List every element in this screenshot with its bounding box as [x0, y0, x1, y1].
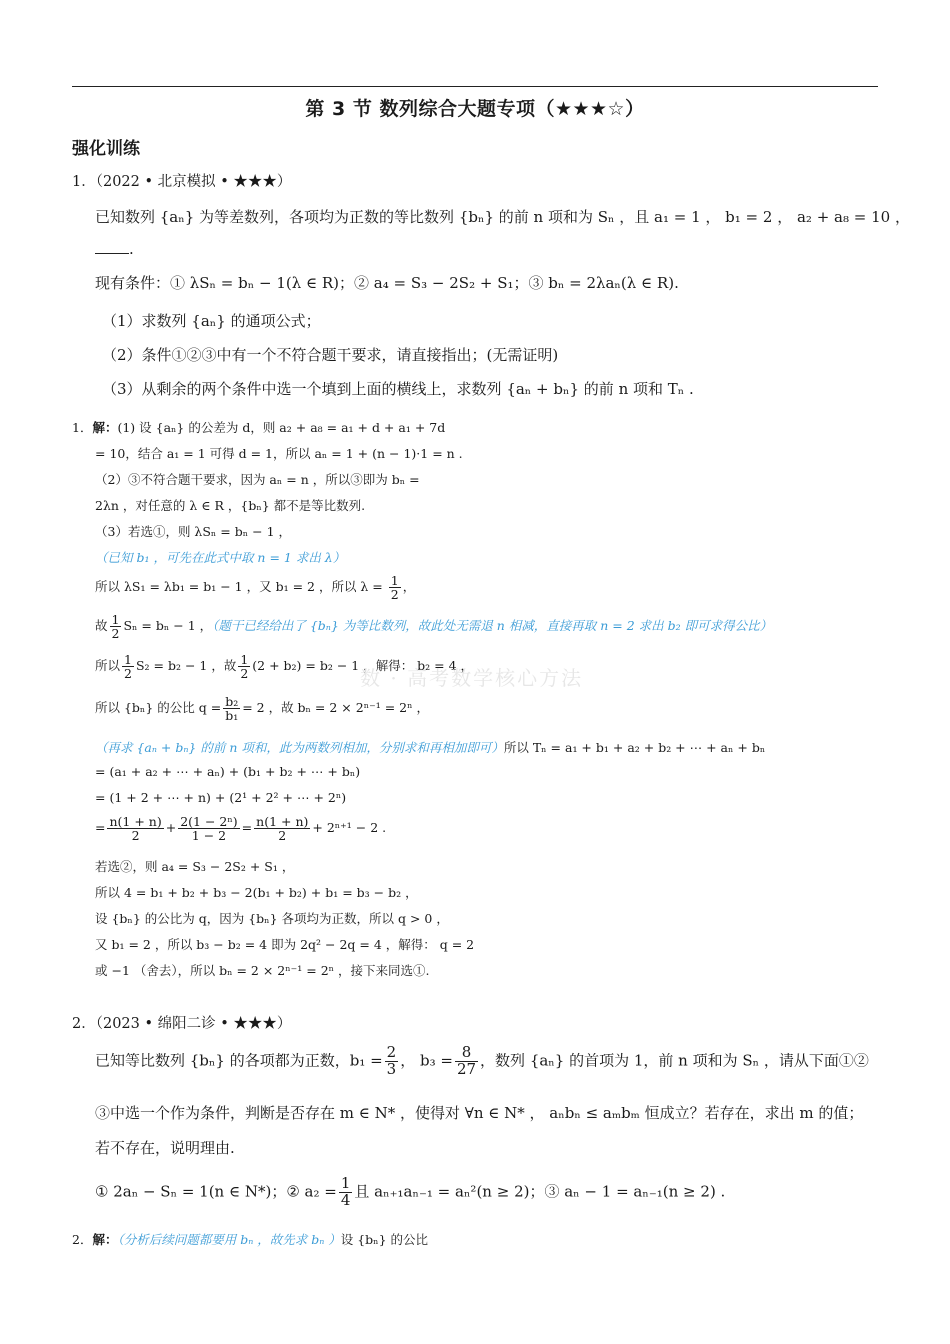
denominator: 2 — [124, 666, 132, 682]
equals: = — [241, 820, 253, 836]
problem-1-stem-line1: 已知数列 {aₙ} 为等差数列，各项均为正数的等比数列 {bₙ} 的前 n 项和为 Sₙ ，且 a₁ = 1 ， b₁ = 2 ， a₂ + a₈ = 10 ， — [95, 208, 910, 226]
solution-2-line1 — [72, 1230, 428, 1248]
fraction — [389, 574, 401, 601]
problem-1-conditions: 现有条件：① λSₙ = bₙ − 1(λ ∈ R)；② a₄ = S₃ − 2S₂ + S₁；③ bₙ = 2λaₙ(λ ∈ R). — [95, 274, 679, 292]
problem-2-source: （2023 • 绵阳二诊 • ★★★） — [95, 1016, 292, 1032]
numerator: n(1 + n) — [256, 814, 309, 829]
fraction — [238, 653, 250, 680]
top-rule — [72, 86, 878, 87]
solution-1-line17: 又 b₁ = 2 ，所以 b₃ − b₂ = 4 即为 2q² − 2q = 4 ，解得： q = 2 — [95, 937, 475, 952]
problem-2-number: 2． — [72, 1016, 96, 1032]
fraction — [107, 815, 163, 842]
solution-1-line4: 2λn ，对任意的 λ ∈ R ，{bₙ} 都不是等比数列. — [95, 498, 366, 513]
solution-text: 所以 Tₙ = a₁ + b₁ + a₂ + b₂ + ⋯ + aₙ + bₙ — [503, 740, 766, 755]
equals: = — [95, 820, 106, 836]
solution-1-line11: = (a₁ + a₂ + ⋯ + aₙ) + (b₁ + b₂ + ⋯ + bₙ) — [95, 764, 361, 779]
solution-1-line9 — [95, 695, 429, 722]
numerator: 1 — [240, 652, 249, 667]
fraction — [223, 695, 240, 722]
page-title: 第 3 节 数列综合大题专项（★★★☆） — [305, 98, 645, 120]
solution-text: 所以 — [95, 658, 121, 674]
solution-1-line14: 若选②，则 a₄ = S₃ − 2S₂ + S₁ ， — [95, 859, 295, 874]
solution-text: 所以 {bₙ} 的公比 q = — [95, 700, 222, 716]
problem-1-number: 1． — [72, 174, 96, 190]
denominator: 2 — [131, 828, 140, 844]
solution-text: (2 + b₂) = b₂ − 1 ，解得： b₂ = 4 ， — [252, 658, 474, 674]
solution-1-label: 解： — [92, 420, 118, 435]
solution-1-line10 — [95, 738, 765, 756]
denominator: 4 — [340, 1190, 351, 1209]
denominator: 2 — [278, 828, 287, 844]
stem-text: 且 aₙ₊₁aₙ₋₁ = aₙ²(n ≥ 2)；③ aₙ − 1 = aₙ₋₁(n ≥ 2) . — [354, 1182, 726, 1201]
solution-text: (1) 设 {aₙ} 的公差为 d，则 a₂ + a₈ = a₁ + d + a₁ + 7d — [117, 420, 446, 435]
problem-2-stem-line2: ③中选一个作为条件，判断是否存在 m ∈ N* ，使得对 ∀n ∈ N* ， aₙbₙ ≤ aₘbₘ 恒成立？若存在，求出 m 的值； — [95, 1104, 864, 1122]
stem-text: ，数列 {aₙ} 的首项为 1，前 n 项和为 Sₙ ，请从下面①② — [480, 1051, 869, 1070]
fraction — [455, 1045, 478, 1078]
solution-1-line16: 设 {bₙ} 的公比为 q，因为 {bₙ} 各项均为正数，所以 q > 0 ， — [95, 911, 449, 926]
solution-text: + 2ⁿ⁺¹ − 2 . — [312, 820, 387, 836]
fraction — [110, 613, 122, 640]
solution-2-number: 2． — [72, 1232, 93, 1247]
solution-1-line12: = (1 + 2 + ⋯ + n) + (2¹ + 2² + ⋯ + 2ⁿ) — [95, 790, 347, 805]
problem-1-header — [72, 170, 291, 191]
solution-1-line5: （3）若选①，则 λSₙ = bₙ − 1 ， — [95, 524, 291, 539]
solution-text: Sₙ = bₙ − 1 ， — [123, 618, 213, 634]
fraction — [178, 815, 239, 842]
numerator: 2 — [386, 1043, 397, 1061]
fraction — [385, 1045, 399, 1078]
problem-1-question-3: （3）从剩余的两个条件中选一个填到上面的横线上，求数列 {aₙ + bₙ} 的前 n 项和 Tₙ . — [102, 380, 694, 398]
denominator: b₁ — [225, 708, 239, 724]
solution-text: 所以 λS₁ = λb₁ = b₁ − 1 ，又 b₁ = 2 ，所以 λ = — [95, 579, 383, 595]
denominator: 27 — [456, 1059, 477, 1078]
solution-text: 故 — [95, 618, 108, 634]
solution-text: ， — [402, 579, 416, 595]
problem-2-header — [72, 1012, 291, 1033]
solution-text: S₂ = b₂ − 1 ，故 — [135, 658, 237, 674]
denominator: 1 − 2 — [191, 828, 227, 844]
stem-text: ① 2aₙ − Sₙ = 1(n ∈ N*)；② a₂ = — [95, 1182, 337, 1201]
fraction — [122, 653, 134, 680]
problem-1-stem-line2 — [95, 240, 134, 258]
stem-text: 已知等比数列 {bₙ} 的各项都为正数， — [95, 1051, 350, 1070]
denominator: 2 — [390, 587, 399, 603]
numerator: 1 — [124, 652, 132, 667]
solution-1-line15: 所以 4 = b₁ + b₂ + b₃ − 2(b₁ + b₂) + b₁ = b₃ − b₂ ， — [95, 885, 418, 900]
fraction — [254, 815, 310, 842]
numerator: 8 — [455, 1045, 478, 1062]
period: . — [129, 240, 134, 258]
stem-text: b₁ = — [349, 1051, 383, 1070]
section-heading: 强化训练 — [72, 139, 140, 159]
solution-1-line7 — [95, 613, 772, 640]
numerator: b₂ — [225, 694, 239, 709]
numerator: 2(1 − 2ⁿ) — [180, 814, 238, 829]
solution-1-line13 — [95, 815, 386, 842]
solution-1-note-3: （再求 {aₙ + bₙ} 的前 n 项和，此为两数列相加，分别求和再相加即可） — [95, 740, 504, 755]
solution-1-line6 — [95, 574, 415, 601]
solution-1-note-2: （题干已经给出了 {bₙ} 为等比数列，故此处无需退 n 相减，直接再取 n = 2 求出 b₂ 即可求得公比） — [212, 618, 773, 634]
solution-2-label: 解： — [92, 1232, 118, 1247]
numerator: 1 — [390, 573, 399, 588]
solution-2-note: （分析后续问题都要用 bₙ ，故先求 bₙ ） — [117, 1232, 341, 1247]
problem-1-source: （2022 • 北京模拟 • ★★★） — [95, 174, 292, 190]
denominator: 2 — [111, 626, 120, 642]
solution-text: = 2 ，故 bₙ = 2 × 2ⁿ⁻¹ = 2ⁿ ， — [242, 700, 429, 716]
solution-1-line2: = 10，结合 a₁ = 1 可得 d = 1，所以 aₙ = 1 + (n − 1)·1 = n . — [95, 446, 463, 461]
solution-1-line3: （2）③不符合题干要求，因为 aₙ = n ，所以③即为 bₙ = — [95, 472, 420, 487]
plus: + — [165, 820, 177, 836]
problem-2-conditions — [95, 1176, 725, 1209]
denominator: 2 — [240, 666, 249, 682]
problem-2-stem-line1 — [95, 1045, 869, 1078]
solution-text: 设 {bₙ} 的公比 — [340, 1232, 429, 1247]
solution-1-number: 1． — [72, 420, 93, 435]
stem-text: ， b₃ = — [400, 1051, 453, 1070]
numerator: n(1 + n) — [109, 814, 162, 829]
problem-2-stem-line3: 若不存在，说明理由. — [95, 1139, 235, 1157]
watermark: 数 · 高考数学核心方法 — [360, 666, 584, 690]
solution-1-line18: 或 −1 （舍去），所以 bₙ = 2 × 2ⁿ⁻¹ = 2ⁿ ，接下来同选①. — [95, 963, 430, 978]
numerator: 1 — [340, 1174, 351, 1192]
solution-1-note-1: （已知 b₁ ，可先在此式中取 n = 1 求出 λ） — [95, 550, 346, 565]
problem-1-question-2: （2）条件①②③中有一个不符合题干要求，请直接指出；(无需证明) — [102, 346, 559, 364]
answer-blank — [95, 241, 129, 254]
numerator: 1 — [111, 612, 120, 627]
denominator: 3 — [386, 1059, 397, 1078]
fraction — [339, 1176, 353, 1209]
solution-1-line1 — [72, 418, 445, 436]
problem-1-question-1: （1）求数列 {aₙ} 的通项公式； — [102, 312, 321, 330]
